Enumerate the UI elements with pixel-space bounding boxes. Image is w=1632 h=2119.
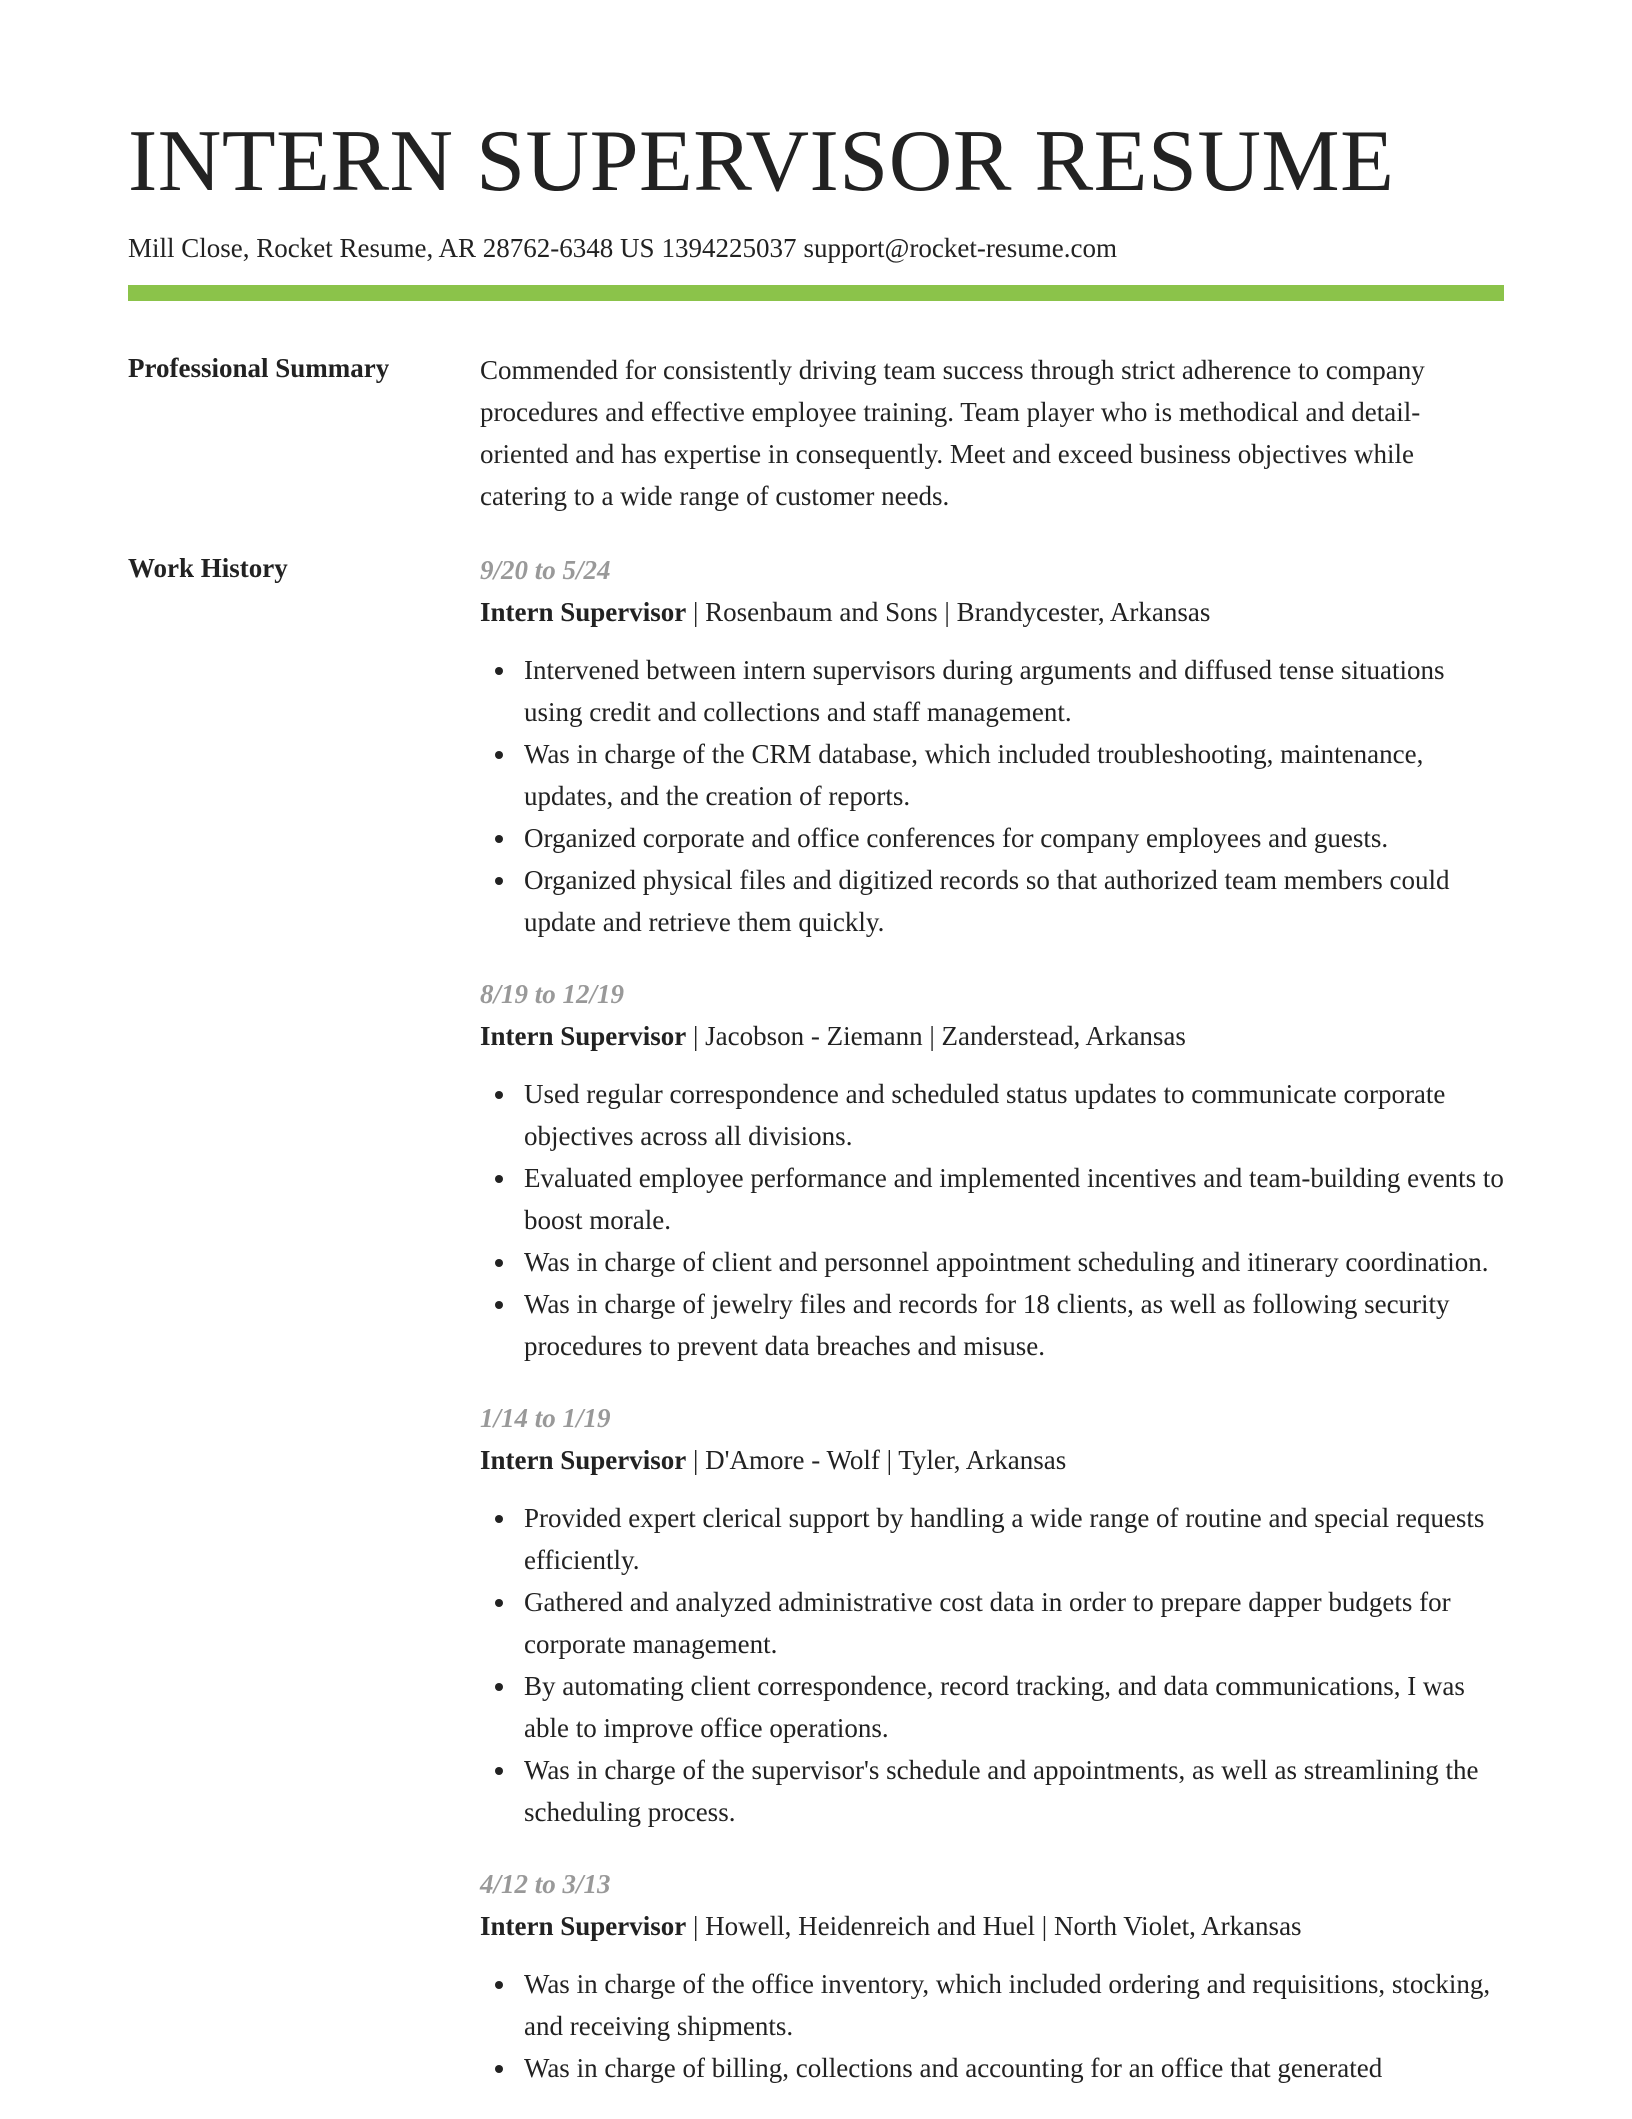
job-dates: 1/14 to 1/19 [480,1403,611,1433]
job-entry [480,1863,1504,2089]
work-history-label: Work History [128,553,288,583]
job-bullets [480,1073,1504,1367]
summary-section [480,349,1504,517]
job-company-location: | Rosenbaum and Sons | Brandycester, Arkansas [686,597,1211,627]
job-dates: 4/12 to 3/13 [480,1869,611,1899]
job-company-location: | Howell, Heidenreich and Huel | North Violet, Arkansas [686,1911,1302,1941]
job-bullets [480,1963,1504,2089]
job-bullet: Gathered and analyzed administrative cost data in order to prepare dapper budgets for corporate management. [480,1581,1504,1665]
job-heading [480,591,1504,633]
contact-phone: 1394225037 [661,233,797,263]
job-bullet: Was in charge of jewelry files and records for 18 clients, as well as following security procedures to prevent data breaches and misuse. [480,1283,1504,1367]
job-bullet: Organized corporate and office conferences for company employees and guests. [480,817,1504,859]
resume-title: INTERN SUPERVISOR RESUME [128,113,1395,210]
job-bullet: Was in charge of the office inventory, which included ordering and requisitions, stocking, and receiving shipments. [480,1963,1504,2047]
job-bullet: Intervened between intern supervisors during arguments and diffused tense situations using credit and collections and staff management. [480,649,1504,733]
summary-label: Professional Summary [128,353,390,383]
job-entry [480,1397,1504,1833]
job-company-location: | Jacobson - Ziemann | Zanderstead, Arkansas [686,1021,1186,1051]
job-dates: 9/20 to 5/24 [480,555,611,585]
job-bullet: Evaluated employee performance and implemented incentives and team-building events to boost morale. [480,1157,1504,1241]
job-bullet: Organized physical files and digitized records so that authorized team members could update and retrieve them quickly. [480,859,1504,943]
job-bullet: Was in charge of the supervisor's schedule and appointments, as well as streamlining the scheduling process. [480,1749,1504,1833]
work-history-section [480,549,1504,2119]
job-title: Intern Supervisor [480,1021,687,1051]
contact-address: Mill Close, Rocket Resume, AR 28762-6348 US [128,233,655,263]
job-bullet: Provided expert clerical support by handling a wide range of routine and special requests efficiently. [480,1497,1504,1581]
job-heading [480,1905,1504,1947]
job-company-location: | D'Amore - Wolf | Tyler, Arkansas [686,1445,1067,1475]
job-dates: 8/19 to 12/19 [480,979,625,1009]
job-bullets [480,649,1504,943]
job-entry [480,549,1504,943]
job-bullet: By automating client correspondence, record tracking, and data communications, I was able to improve office operations. [480,1665,1504,1749]
job-title: Intern Supervisor [480,1445,687,1475]
job-bullet: Was in charge of billing, collections and accounting for an office that generated [480,2047,1504,2089]
job-bullet: Used regular correspondence and scheduled status updates to communicate corporate objectives across all divisions. [480,1073,1504,1157]
job-bullet: Was in charge of client and personnel appointment scheduling and itinerary coordination. [480,1241,1504,1283]
job-heading [480,1015,1504,1057]
contact-line [128,232,1117,264]
job-bullets [480,1497,1504,1833]
job-bullet: Was in charge of the CRM database, which included troubleshooting, maintenance, updates, and the creation of reports. [480,733,1504,817]
job-heading [480,1439,1504,1481]
summary-text: Commended for consistently driving team success through strict adherence to company procedures and effective employee training. Team player who is methodical and detail-oriented and has expertise in consequently. Meet and exceed business objectives while catering to a wide range of customer needs. [480,355,1425,511]
job-title: Intern Supervisor [480,1911,687,1941]
job-title: Intern Supervisor [480,597,687,627]
job-entry [480,973,1504,1367]
header-divider [128,285,1504,301]
contact-email: support@rocket-resume.com [803,233,1118,263]
